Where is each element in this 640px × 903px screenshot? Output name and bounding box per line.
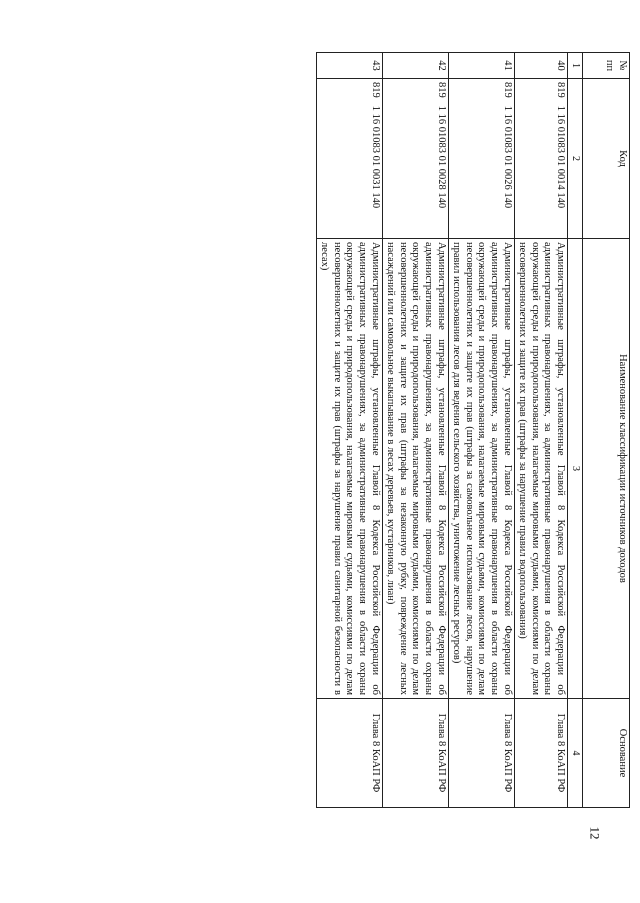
row-number: 40 xyxy=(514,53,567,79)
income-code: 1 16 01083 01 0031 140 xyxy=(369,105,381,209)
admin-code: 819 xyxy=(369,82,381,98)
page-number: 12 xyxy=(587,826,603,840)
income-sources-table xyxy=(316,52,630,808)
header-code: Код xyxy=(583,79,630,239)
row-name: Административные штрафы, установленные Главой 8 Кодекса Российской Федерации об административных правонарушениях, за административные правонарушения в области охраны окружающей среды и природопользования, налагаемые мировыми судьями, комиссиями по делам несовершеннолетних и защите их прав (штрафы за нарушение правил водопользования) xyxy=(514,239,567,699)
column-number-2: 2 xyxy=(568,79,583,239)
row-number: 41 xyxy=(448,53,514,79)
column-number-1: 1 xyxy=(568,53,583,79)
header-no: № пп xyxy=(583,53,630,79)
table-row xyxy=(382,53,448,808)
row-code xyxy=(382,79,448,239)
row-name: Административные штрафы, установленные Главой 8 Кодекса Российской Федерации об административных правонарушениях, за административные правонарушения в области охраны окружающей среды и природопользования, налагаемые мировыми судьями, комиссиями по делам несовершеннолетних и защите их прав (штрафы за незаконную рубку, повреждение лесных насаждений или самовольное выкапывание в лесах деревьев, кустарников, лиан) xyxy=(382,239,448,699)
column-number-4: 4 xyxy=(568,699,583,808)
row-basis: Глава 8 КоАП РФ xyxy=(382,699,448,808)
row-basis: Глава 8 КоАП РФ xyxy=(448,699,514,808)
row-code xyxy=(514,79,567,239)
row-code xyxy=(316,79,382,239)
row-name: Административные штрафы, установленные Главой 8 Кодекса Российской Федерации об административных правонарушениях, за административные правонарушения в области охраны окружающей среды и природопользования, налагаемые мировыми судьями, комиссиями по делам несовершеннолетних и защите их прав (штрафы за самовольное использование лесов, нарушение правил использования лесов для ведения сельского хозяйства, уничтожение лесных ресурсов) xyxy=(448,239,514,699)
row-code xyxy=(448,79,514,239)
column-number-3: 3 xyxy=(568,239,583,699)
header-basis: Основание xyxy=(583,699,630,808)
row-basis: Глава 8 КоАП РФ xyxy=(316,699,382,808)
row-basis: Глава 8 КоАП РФ xyxy=(514,699,567,808)
income-code: 1 16 01083 01 0028 140 xyxy=(435,105,447,209)
column-number-row xyxy=(568,53,583,808)
row-name: Административные штрафы, установленные Главой 8 Кодекса Российской Федерации об административных правонарушениях, за административные правонарушения в области охраны окружающей среды и природопользования, налагаемые мировыми судьями, комиссиями по делам несовершеннолетних и защите их прав (штрафы за нарушение правил санитарной безопасности в лесах) xyxy=(316,239,382,699)
table-row xyxy=(316,53,382,808)
table-row xyxy=(448,53,514,808)
admin-code: 819 xyxy=(501,82,513,98)
table-header-row xyxy=(583,53,630,808)
row-number: 42 xyxy=(382,53,448,79)
rotated-page xyxy=(100,0,640,810)
admin-code: 819 xyxy=(435,82,447,98)
income-code: 1 16 01083 01 0026 140 xyxy=(501,105,513,209)
header-name: Наименование классификации источников доходов xyxy=(583,239,630,699)
admin-code: 819 xyxy=(555,82,566,98)
table-row xyxy=(514,53,567,808)
row-number: 43 xyxy=(316,53,382,79)
income-code: 1 16 01083 01 0014 140 xyxy=(555,105,566,209)
